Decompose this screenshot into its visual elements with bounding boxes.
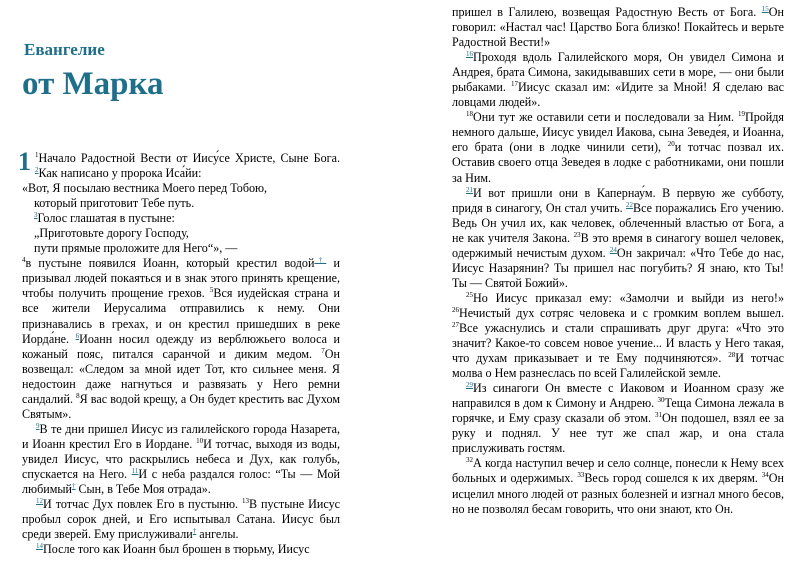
- verse-text: И тотчас Дух повлек Его в пустыню.: [43, 497, 239, 512]
- verse-text: Проходя вдоль Галилейского моря, Он увидел Симона и Андрея, брата Симона, закидывавших сети в море, — они были рыбаками.: [452, 50, 784, 95]
- paragraph: [22, 422, 340, 497]
- verse-link[interactable]: 16: [466, 50, 473, 59]
- verse-text: После того как Иоанн был брошен в тюрьму, Иисус: [43, 542, 310, 557]
- verse-text: В те дни пришел Иисус из галилейского города Назарета, и Иоанн крестил Его в Иордане.: [22, 421, 340, 451]
- book-label: Евангелие: [24, 40, 105, 59]
- verse-text: Но Иисус приказал ему: «Замолчи и выйди из него!»: [473, 290, 784, 305]
- verse-number: 23: [573, 230, 581, 239]
- verse-text: Он исцелил много людей от разных болезней и изгнал много бесов, но не позволял бесам говорить, что они знают, кто Он.: [452, 471, 784, 516]
- chapter-number: 1: [18, 147, 31, 176]
- verse-text: ангелы.: [199, 527, 239, 542]
- verse-text: Он закричал: «Что Тебе до нас, Иисус Назарянин? Ты пришел нас погубить? Я знаю, кто Ты! Ты — Святой Божий».: [452, 245, 784, 290]
- verse-number: 26: [452, 305, 459, 314]
- verse-text: Все ужаснулись и стали спрашивать друг друга: «Что это значит? Какое-то совсем новое учение... И власть у Него такая, что духам приказывает и те Ему подчиняются».: [452, 320, 784, 366]
- verse-text: Они тут же оставили сети и последовали за Ним.: [473, 110, 734, 125]
- verse-number: 31: [655, 411, 662, 420]
- quote-block: [22, 181, 340, 256]
- footnote-marker[interactable]: †: [192, 527, 197, 536]
- verse-link[interactable]: 22: [626, 200, 634, 209]
- verse-number: 7: [321, 346, 325, 355]
- verse-number: 30: [657, 396, 665, 405]
- verse-text: Пройдя немного дальше, Иисус увидел Иакова, сына Зеведе́я, и Иоанна, его брата (они в лодке чинили сети),: [452, 110, 784, 155]
- quote-line: пути прямые проложите для Него“», —: [34, 241, 238, 256]
- footnote-marker[interactable]: †: [71, 482, 76, 491]
- verse-text: И с неба раздался голос: “Ты — Мой любимый: [22, 466, 340, 497]
- verse-text: Он говорил: «Настал час! Царство Бога близко! Покайтесь и верьте Радостной Вести!»: [452, 5, 784, 50]
- paragraph: [452, 50, 784, 110]
- book-title: от Марка: [22, 66, 164, 102]
- quote-line: который приготовит Тебе путь.: [34, 196, 195, 211]
- paragraph: [18, 147, 340, 181]
- verse-number: 25: [466, 290, 473, 299]
- paragraph: [452, 381, 784, 456]
- verse-number: 28: [728, 351, 736, 360]
- verse-text: Из синагоги Он вместе с Иаковом и Иоанном сразу же направился в дом к Симону и Андрею.: [452, 381, 784, 411]
- verse-number: 13: [242, 497, 249, 506]
- paragraph: [22, 497, 340, 542]
- verse-link[interactable]: 29: [466, 381, 473, 390]
- verse-link[interactable]: 9: [36, 421, 40, 430]
- verse-text: и призывал людей покаяться и в знак этого принять крещение, чтобы получить прощение грехов.: [22, 256, 341, 301]
- verse-text: Вся иудейская страна и все жители Иерусалима отправились к нему. Они признавались в грехах, и он крестил пришедших в реке Иорда́не.: [22, 286, 340, 346]
- verse-link[interactable]: 21: [466, 185, 473, 194]
- verse-text: Иисус сказал им: «Идите за Мной! Я сделаю вас ловцами людей».: [452, 80, 784, 110]
- verse-number: 18: [466, 110, 473, 119]
- verse-text: и тотчас позвал их. Оставив своего отца Зеведея в лодке с работниками, они пошли за Ним.: [452, 140, 785, 185]
- footnote-marker[interactable]: †: [314, 256, 327, 265]
- quote-line: $^3$Голос глашатая в пустыне:: [34, 211, 175, 226]
- verse-text: Начало Радостной Вести от Иису́се Христе, Сыне Бога.: [38, 151, 340, 165]
- paragraph: [452, 291, 784, 381]
- paragraph: [452, 5, 784, 50]
- verse-number: 17: [510, 80, 518, 89]
- verse-link[interactable]: 11: [131, 466, 139, 475]
- verse-text: Все поражались Его учению. Ведь Он учил их, как человек, облеченный властью от Бога, а не как учителя Закона.: [452, 200, 784, 245]
- verse-link[interactable]: 6: [75, 331, 80, 340]
- quote-line: «Вот, Я посылаю вестника Моего перед Тобою,: [22, 181, 268, 196]
- verse-text: Как написано у пророка Иса́йи:: [38, 166, 202, 181]
- left-text: [18, 147, 341, 557]
- verse-link[interactable]: 3: [34, 211, 38, 220]
- verse-link[interactable]: 15: [761, 5, 769, 13]
- verse-link[interactable]: 2: [35, 166, 39, 175]
- verse-text: в пустыне появился Иоанн, который крестил водой: [25, 256, 315, 271]
- verse-number: 8: [76, 391, 80, 400]
- verse-text: И тотчас молва о Нем разнеслась по всей Галилейской земле.: [452, 351, 784, 381]
- verse-text: Сын, в Тебе Моя отрада».: [78, 482, 211, 497]
- right-text: [452, 5, 784, 517]
- verse-number: 10: [196, 436, 204, 445]
- verse-text: Нечистый дух сотряс человека и с громким воплем вышел.: [459, 305, 784, 320]
- verse-text: пришел в Галилею, возвещая Радостную Весть от Бога.: [452, 5, 757, 19]
- verse-number: 34: [761, 471, 769, 480]
- verse-number: 5: [209, 286, 214, 295]
- verse-number: 1: [35, 151, 39, 159]
- verse-text: Он подошел, взял ее за руку и поднял. У нее тут же спал жар, и она стала прислуживать гостям.: [452, 411, 784, 456]
- verse-number: 27: [452, 320, 459, 329]
- verse-text: Он возвещал: «Следом за мной идет Тот, кто сильнее меня. Я недостоин даже нагнуться и развязать у Него ремни сандалий.: [22, 346, 340, 406]
- paragraph: [452, 186, 784, 291]
- verse-text: Весь город сошелся к их дверям.: [584, 471, 758, 486]
- paragraph: [22, 542, 340, 557]
- verse-number: 32: [466, 456, 473, 465]
- verse-text: Иоанн носил одежду из верблюжьего волоса и кожаный пояс, питался саранчой и диким медом.: [22, 331, 341, 361]
- paragraph: [452, 110, 784, 185]
- verse-number: 19: [737, 110, 745, 119]
- verse-text: В пустыне Иисус пробыл сорок дней, и Его испытывал Сатана. Иисус был среди зверей. Ему прислуживали: [22, 497, 340, 542]
- verse-link[interactable]: 24: [609, 245, 617, 254]
- paragraph: [452, 456, 784, 516]
- verse-number: 4: [22, 256, 26, 265]
- verse-text: Я вас водой крещу, а Он будет крестить вас Духом Святым».: [22, 391, 340, 421]
- verse-number: 33: [577, 471, 585, 480]
- verse-link[interactable]: 14: [36, 542, 43, 551]
- verse-text: Теща Симона лежала в горячке, и Ему сразу сказали об этом.: [452, 396, 784, 426]
- verse-text: И вот пришли они в Капернау́м. В первую же субботу, придя в синагогу, Он стал учить.: [452, 185, 784, 215]
- paragraph: [22, 256, 340, 422]
- verse-text: В это время в синагогу вошел человек, одержимый нечистым духом.: [452, 230, 784, 260]
- verse-text: А когда наступил вечер и село солнце, понесли к Нему всех больных и одержимых.: [452, 456, 784, 486]
- verse-link[interactable]: 12: [36, 497, 43, 506]
- verse-number: 20: [667, 140, 675, 149]
- verse-text: И тотчас, выходя из воды, увидел Иисус, что раскрылись небеса и Дух, как голубь, спускается на Него.: [22, 436, 340, 481]
- quote-line: „Приготовьте дорогу Господу,: [34, 226, 189, 241]
